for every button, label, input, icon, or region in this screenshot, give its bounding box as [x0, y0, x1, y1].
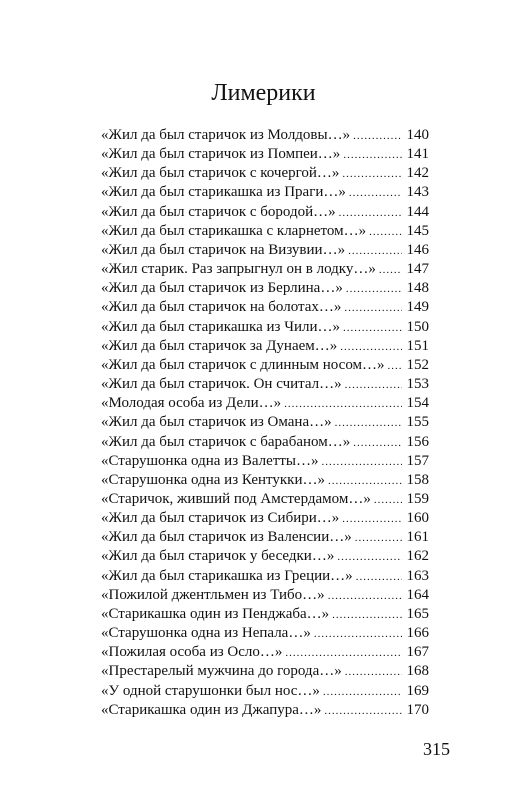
toc-entry-page: 161: [406, 529, 429, 546]
toc-entry-page: 151: [406, 337, 429, 354]
toc-entry-title: «Жил да был старичок из Омана…»: [101, 414, 332, 431]
toc-entry: [101, 394, 429, 413]
toc-entry-title: «Жил да был старичок из Молдовы…»: [101, 127, 351, 143]
toc-entry-title: «У одной старушонки был нос…»: [101, 682, 320, 699]
toc-entry: [101, 662, 429, 681]
toc-entry-title: «Жил да был старичок из Берлина…»: [101, 280, 343, 297]
dot-leader: [314, 625, 402, 644]
toc-entry-page: 154: [406, 395, 429, 412]
toc-entry: [101, 279, 429, 298]
table-of-contents: [101, 126, 429, 720]
toc-entry: [101, 183, 429, 202]
dot-leader: [328, 472, 402, 491]
toc-entry-page: 140: [406, 127, 429, 143]
dot-leader: [343, 146, 402, 165]
dot-leader: [353, 127, 402, 146]
toc-entry-title: «Старушонка одна из Кентукки…»: [101, 471, 325, 488]
dot-leader: [379, 261, 402, 280]
toc-entry: [101, 203, 429, 222]
toc-entry-page: 156: [406, 433, 429, 450]
toc-entry-page: 157: [406, 452, 429, 469]
toc-entry-title: «Жил да был старичок с длинным носом…»: [101, 356, 385, 373]
toc-entry: [101, 452, 429, 471]
toc-entry: [101, 547, 429, 566]
toc-entry-title: «Старушонка одна из Валетты…»: [101, 452, 319, 469]
section-title: Лимерики: [211, 80, 316, 106]
dot-leader: [340, 338, 402, 357]
dot-leader: [345, 663, 402, 682]
toc-entry: [101, 337, 429, 356]
toc-entry-page: 150: [406, 318, 429, 335]
toc-entry: [101, 164, 429, 183]
dot-leader: [337, 548, 402, 567]
dot-leader: [388, 357, 402, 376]
toc-entry-page: 147: [406, 261, 429, 278]
toc-entry-page: 153: [406, 376, 429, 393]
toc-entry-page: 169: [406, 682, 429, 699]
toc-entry-title: «Жил да был старичок с кочергой…»: [101, 165, 340, 182]
toc-entry-page: 159: [406, 490, 429, 507]
toc-entry-page: 142: [406, 165, 429, 182]
toc-entry: [101, 145, 429, 164]
dot-leader: [355, 529, 402, 548]
toc-entry-title: «Пожилая особа из Осло…»: [101, 644, 283, 661]
toc-entry-title: «Старикашка один из Джапура…»: [101, 701, 322, 718]
toc-entry-title: «Жил да был старикашка из Праги…»: [101, 184, 346, 201]
toc-entry: [101, 260, 429, 279]
dot-leader: [346, 280, 402, 299]
toc-entry-title: «Престарелый мужчина до города…»: [101, 663, 342, 680]
toc-entry-page: 143: [406, 184, 429, 201]
toc-entry-title: «Жил да был старичок на Визувии…»: [101, 241, 346, 258]
dot-leader: [345, 376, 402, 395]
toc-entry: [101, 682, 429, 701]
toc-entry-title: «Жил да был старичок за Дунаем…»: [101, 337, 338, 354]
toc-entry-page: 163: [406, 567, 429, 584]
toc-entry: [101, 241, 429, 260]
toc-entry: [101, 433, 429, 452]
toc-entry-title: «Жил да был старичок. Он считал…»: [101, 376, 342, 393]
toc-entry: [101, 528, 429, 547]
toc-entry-title: «Жил старик. Раз запрыгнул он в лодку…»: [101, 261, 376, 278]
toc-entry-page: 145: [406, 222, 429, 239]
dot-leader: [343, 319, 402, 338]
toc-entry-title: «Жил да был старичок на болотах…»: [101, 299, 342, 316]
toc-entry-page: 152: [406, 356, 429, 373]
toc-entry: [101, 356, 429, 375]
page-number: 315: [423, 739, 450, 759]
toc-entry-page: 146: [406, 241, 429, 258]
toc-entry-page: 162: [406, 548, 429, 565]
toc-entry: [101, 509, 429, 528]
toc-entry: [101, 567, 429, 586]
dot-leader: [374, 491, 402, 510]
toc-entry-title: «Жил да был старичок у беседки…»: [101, 548, 335, 565]
toc-entry-page: 164: [406, 586, 429, 603]
toc-entry-page: 170: [406, 701, 429, 718]
dot-leader: [348, 242, 402, 261]
toc-entry: [101, 624, 429, 643]
toc-entry-page: 166: [406, 625, 429, 642]
dot-leader: [332, 606, 402, 625]
toc-entry-title: «Жил да был старичок из Помпеи…»: [101, 146, 341, 163]
toc-entry-title: «Жил да был старичок с бородой…»: [101, 203, 336, 220]
toc-entry-title: «Пожилой джентльмен из Тибо…»: [101, 586, 325, 603]
toc-entry-title: «Старикашка один из Пенджаба…»: [101, 605, 330, 622]
toc-entry-title: «Жил да был старичок с барабаном…»: [101, 433, 351, 450]
toc-entry: [101, 222, 429, 241]
toc-entry: [101, 490, 429, 509]
dot-leader: [322, 453, 402, 472]
toc-entry-title: «Жил да был старичок из Сибири…»: [101, 510, 340, 527]
toc-entry-page: 155: [406, 414, 429, 431]
dot-leader: [342, 510, 402, 529]
dot-leader: [328, 587, 402, 606]
dot-leader: [342, 165, 402, 184]
dot-leader: [335, 414, 402, 433]
toc-entry-title: «Жил да был старичок из Валенсии…»: [101, 529, 352, 546]
dot-leader: [285, 644, 402, 663]
dot-leader: [349, 184, 402, 203]
toc-entry-page: 165: [406, 605, 429, 622]
toc-entry: [101, 586, 429, 605]
toc-entry: [101, 375, 429, 394]
toc-entry-title: «Молодая особа из Дели…»: [101, 395, 282, 412]
dot-leader: [284, 395, 402, 414]
toc-entry-page: 144: [406, 203, 429, 220]
toc-entry-title: «Жил да был старикашка из Чили…»: [101, 318, 340, 335]
dot-leader: [324, 702, 402, 721]
dot-leader: [353, 434, 402, 453]
toc-entry-page: 149: [406, 299, 429, 316]
toc-entry: [101, 471, 429, 490]
toc-entry-page: 168: [406, 663, 429, 680]
toc-entry-page: 167: [406, 644, 429, 661]
dot-leader: [323, 683, 402, 702]
toc-entry-page: 141: [406, 146, 429, 163]
dot-leader: [344, 299, 402, 318]
dot-leader: [369, 223, 402, 242]
dot-leader: [339, 204, 402, 223]
toc-entry-title: «Жил да был старикашка из Греции…»: [101, 567, 353, 584]
toc-entry-title: «Старушонка одна из Непала…»: [101, 625, 311, 642]
toc-entry: [101, 318, 429, 337]
toc-entry: [101, 605, 429, 624]
dot-leader: [356, 568, 402, 587]
toc-entry-title: «Жил да был старикашка с кларнетом…»: [101, 222, 367, 239]
toc-entry-page: 160: [406, 510, 429, 527]
toc-entry-title: «Старичок, живший под Амстердамом…»: [101, 490, 371, 507]
toc-entry-page: 158: [406, 471, 429, 488]
toc-entry-page: 148: [406, 280, 429, 297]
toc-entry: [101, 413, 429, 432]
toc-entry: [101, 298, 429, 317]
toc-entry: [101, 126, 429, 145]
toc-entry: [101, 643, 429, 662]
toc-entry: [101, 701, 429, 720]
